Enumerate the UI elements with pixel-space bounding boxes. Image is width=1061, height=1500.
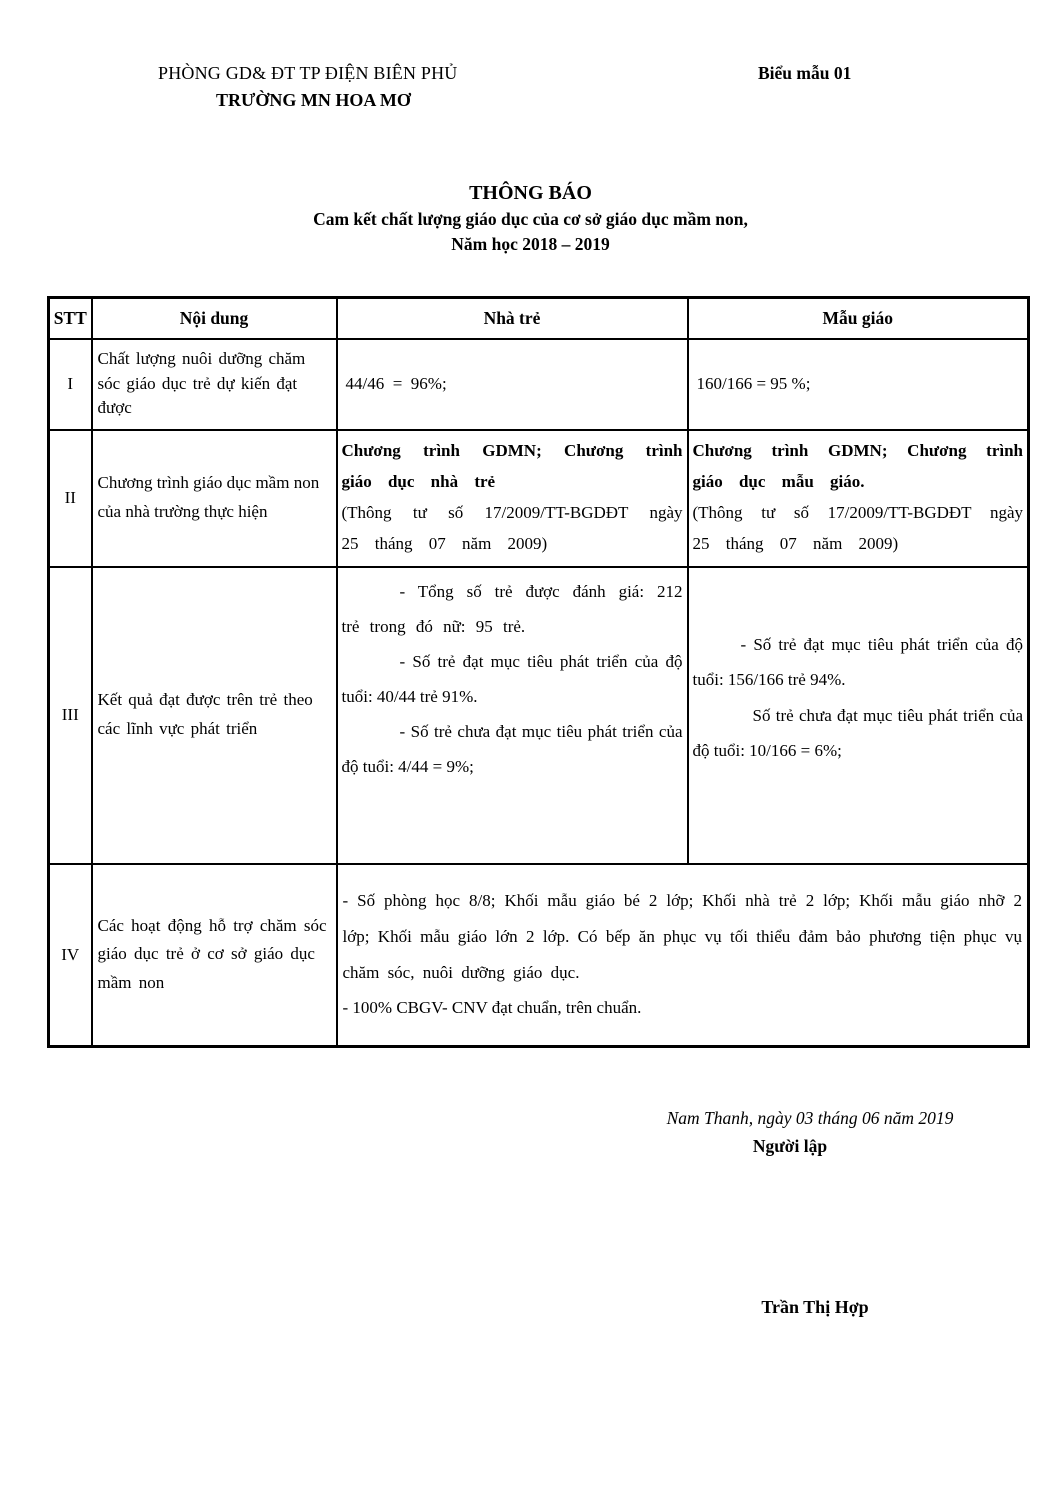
table-row-4 [49,864,1029,1047]
row3-nha-tre-not-achieved: - Số trẻ chưa đạt mục tiêu phát triển của độ tuổi: 4/44 = 9%; [341,722,683,777]
row4-facilities: - Số phòng học 8/8; Khối mẫu giáo bé 2 lớp; Khối nhà trẻ 2 lớp; Khối mẫu giáo nhỡ 2 lớp; Khối mẫu giáo lớn 2 lớp. Có bếp ăn phục vụ tối thiểu đảm bảo phương tiện phục vụ chăm sóc, nuôi dưỡng giáo dục. [342,891,1022,982]
row4-staff-standard: - 100% CBGV- CNV đạt chuẩn, trên chuẩn. [342,998,642,1018]
row3-index: III [49,567,92,864]
row4-topic: Các hoạt động hỗ trợ chăm sóc giáo dục trẻ ở cơ sở giáo dục mầm non [92,864,337,1047]
row3-nha-tre-achieved: - Số trẻ đạt mục tiêu phát triển của độ tuổi: 40/44 trẻ 91%. [341,651,683,707]
title-block [0,180,1061,257]
document-subtitle-line1: Cam kết chất lượng giáo dục của cơ sở giáo dục mầm non, [313,209,748,229]
row1-topic: Chất lượng nuôi dưỡng chăm sóc giáo dục trẻ dự kiến đạt được [92,339,337,430]
commitment-table [47,296,1030,1048]
row2-index: II [49,430,92,567]
row2-mau-giao-circular: (Thông tư số 17/2009/TT-BGDĐT ngày 25 tháng 07 năm 2009) [692,503,1023,553]
row1-mau-giao-value: 160/166 = 95 %; [688,339,1029,430]
place-and-date: Nam Thanh, ngày 03 tháng 06 năm 2019 [666,1108,954,1128]
row3-mau-giao-not-achieved: Số trẻ chưa đạt mục tiêu phát triển của độ tuổi: 10/166 = 6%; [692,705,1023,760]
col-header-nha-tre: Nhà trẻ [337,298,688,339]
col-header-mau-giao: Mẫu giáo [688,298,1029,339]
row2-nha-tre-cell [337,430,688,567]
document-title: THÔNG BÁO [469,182,592,204]
row1-index: I [49,339,92,430]
row3-topic: Kết quả đạt được trên trẻ theo các lĩnh vực phát triển [92,567,337,864]
org-name-line2: TRƯỜNG MN HOA MƠ [216,90,411,110]
row3-nha-tre-total: - Tổng số trẻ được đánh giá: 212 trẻ trong đó nữ: 95 trẻ. [341,581,683,636]
signer-role: Người lập [752,1136,828,1156]
row2-nha-tre-circular: (Thông tư số 17/2009/TT-BGDĐT ngày 25 tháng 07 năm 2009) [341,503,683,553]
org-name-line1: PHÒNG GD& ĐT TP ĐIỆN BIÊN PHỦ [158,63,458,83]
signer-name: Trần Thị Hợp [761,1297,869,1317]
table-header-row [49,298,1029,339]
row3-mau-giao-achieved: - Số trẻ đạt mục tiêu phát triển của độ tuổi: 156/166 trẻ 94%. [692,635,1023,690]
row2-topic: Chương trình giáo dục mầm non của nhà trường thực hiện [92,430,337,567]
row2-mau-giao-program: Chương trình GDMN; Chương trình giáo dục mẫu giáo. [692,441,1023,492]
row3-nha-tre-cell [337,567,688,864]
row4-support-cell [337,864,1029,1047]
col-header-stt: STT [49,298,92,339]
row3-mau-giao-cell [688,567,1029,864]
table-row-1 [49,339,1029,430]
row2-mau-giao-cell [688,430,1029,567]
row2-nha-tre-program: Chương trình GDMN; Chương trình giáo dục nhà trẻ [341,441,683,492]
form-number-label: Biểu mẫu 01 [758,63,852,83]
table-row-3 [49,567,1029,864]
document-subtitle-line2: Năm học 2018 – 2019 [451,234,610,254]
col-header-noi-dung: Nội dung [92,298,337,339]
table-row-2 [49,430,1029,567]
row4-index: IV [49,864,92,1047]
row1-nha-tre-value: 44/46 = 96%; [337,339,688,430]
